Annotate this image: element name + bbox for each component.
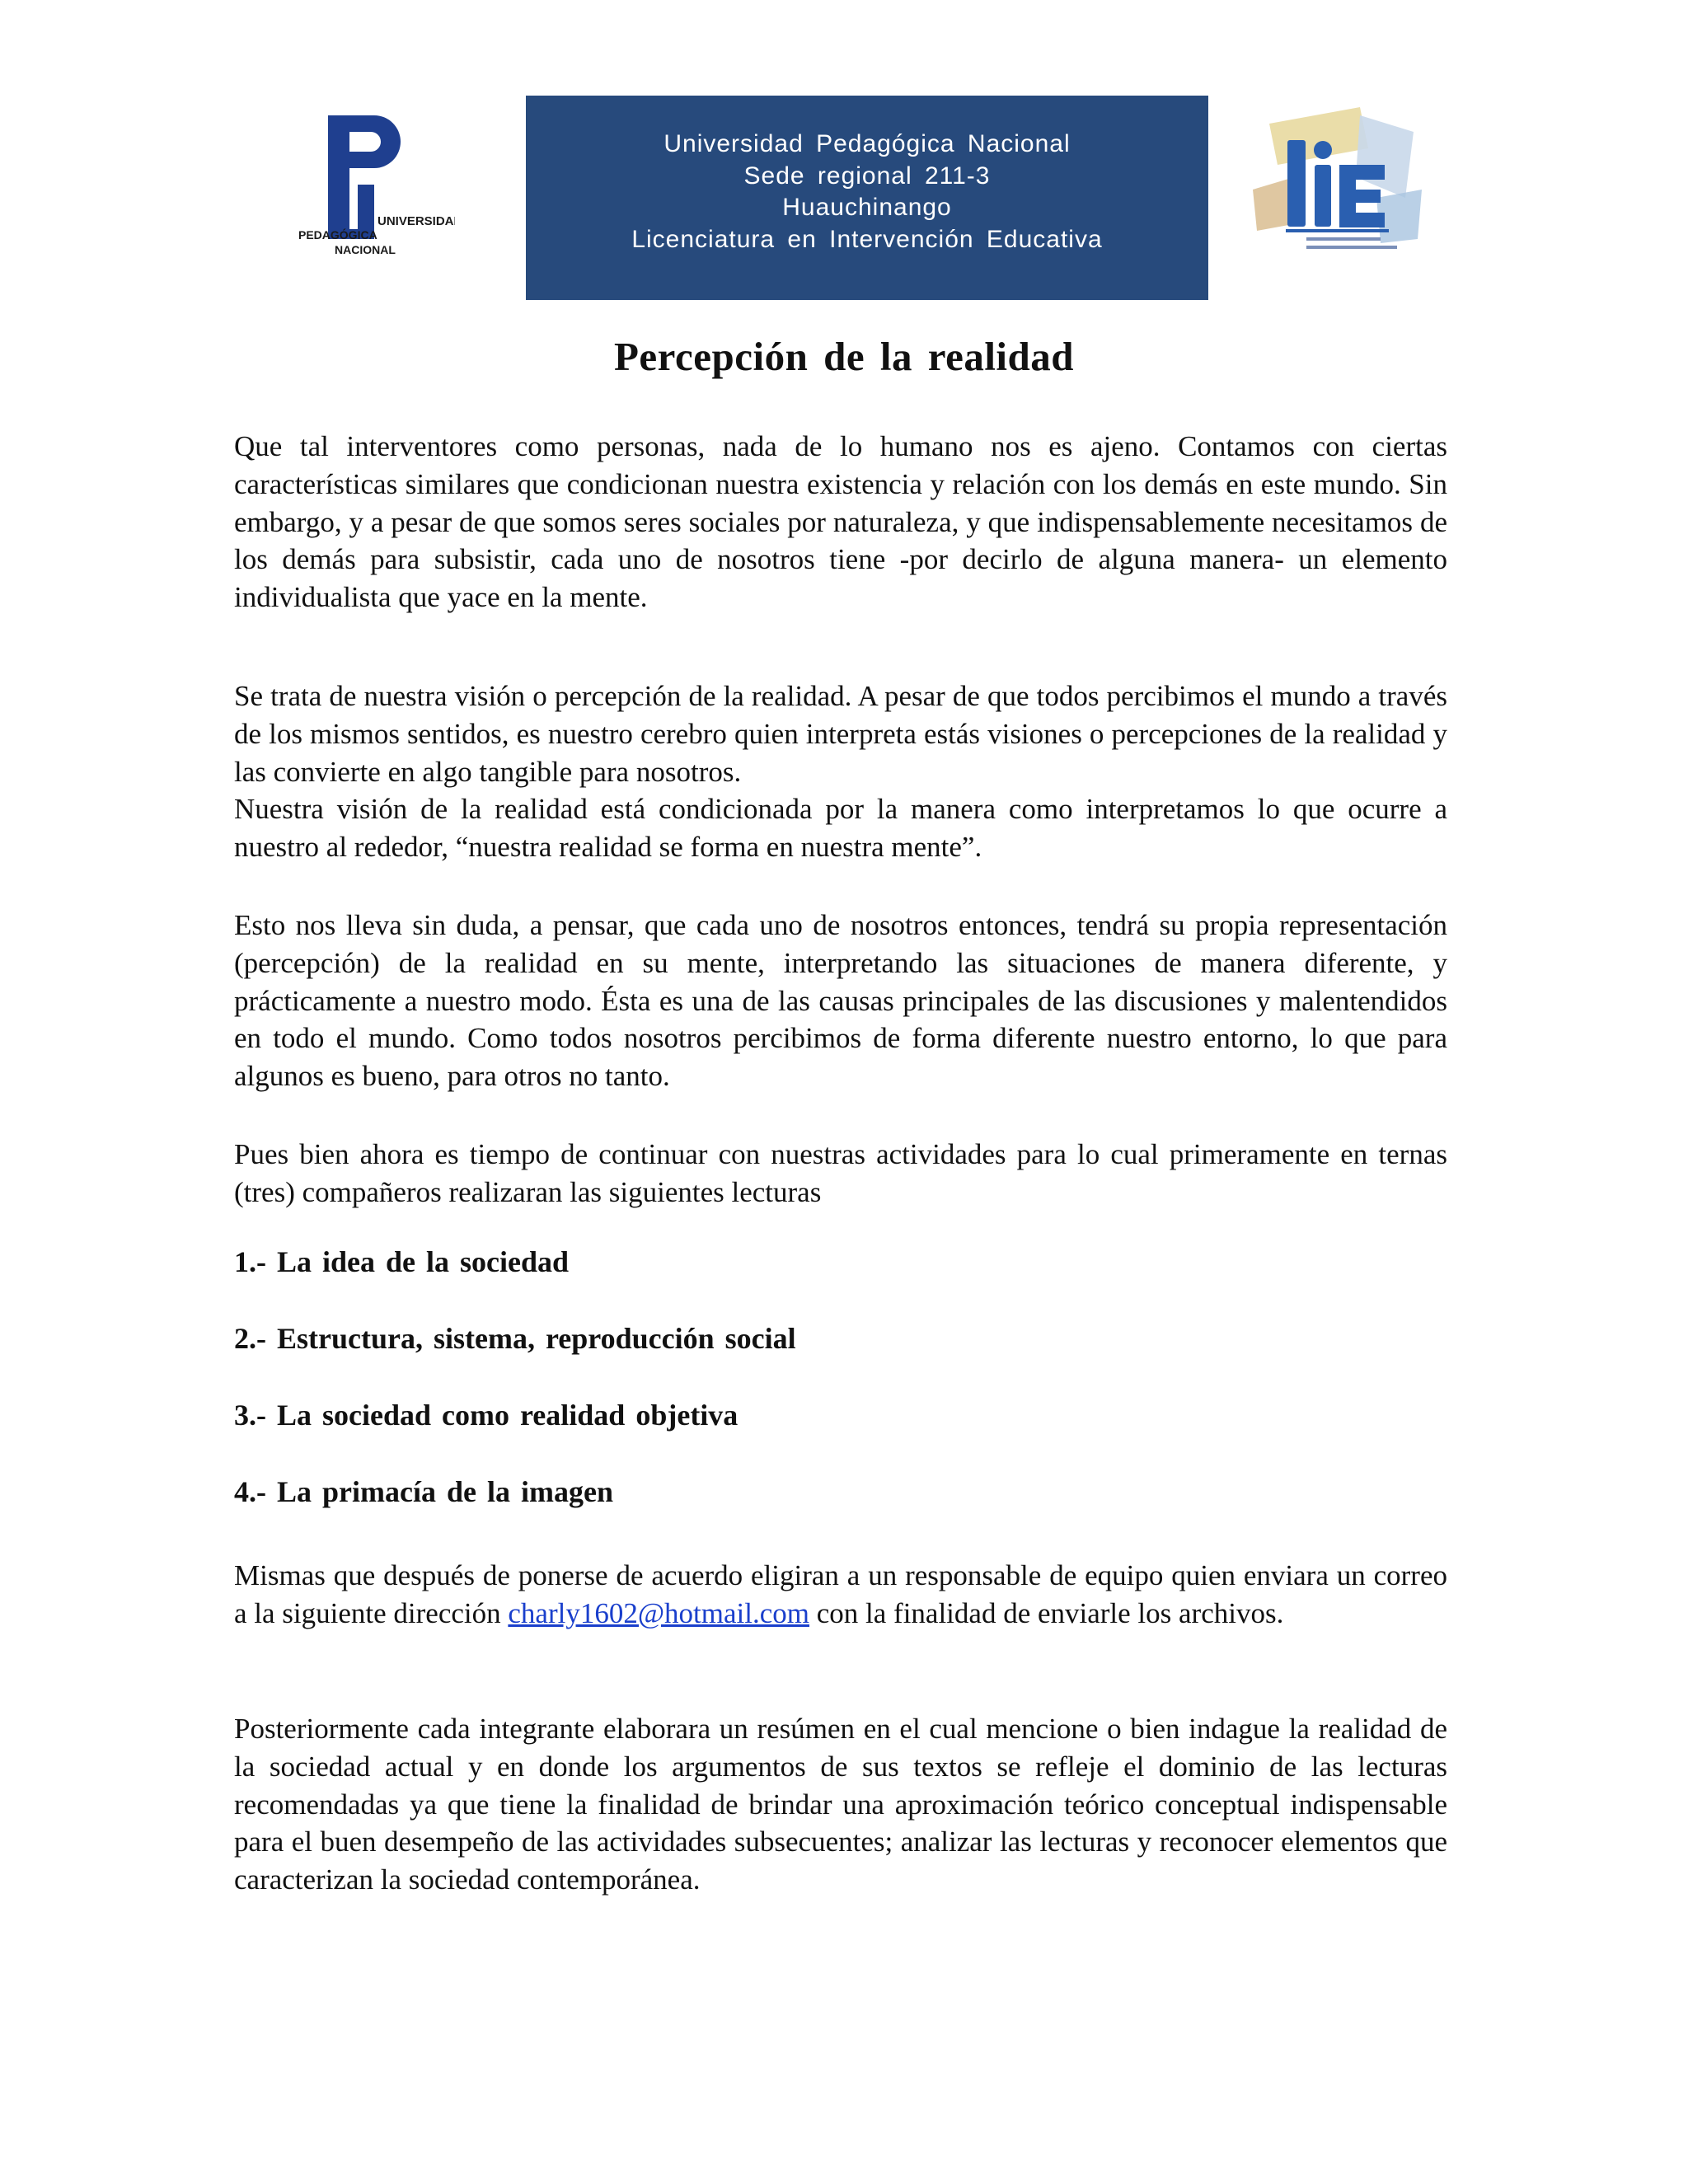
paragraph-activities-text: Pues bien ahora es tiempo de continuar con nuestras actividades para lo cual primeramente en ternas (tres) compañeros realizaran las siguientes lecturas [234,1138,1447,1208]
banner-university: Universidad Pedagógica Nacional [663,130,1071,157]
lie-logo [1236,99,1434,280]
upn-logo-line-3: NACIONAL [335,243,396,256]
paragraph-perception-text: Se trata de nuestra visión o percepción de la realidad. A pesar de que todos percibimos el mundo a través de los mismos sentidos, es nuestro cerebro quien interpreta estás visiones o percepciones de la realidad y las convierte en algo tangible para nosotros. [234,680,1447,788]
paragraph-email-before: Mismas que después de ponerse de acuerdo eligiran a un responsable de equipo quien enviara un correo a la siguiente dirección [234,1559,1447,1629]
upn-logo [298,105,455,270]
email-link[interactable]: charly1602@hotmail.com [508,1596,809,1629]
paragraph-email-after: con la finalidad de enviarle los archivos. [809,1596,1284,1629]
paragraph-intro-text: Que tal interventores como personas, nada de lo humano nos es ajeno. Contamos con ciertas características similares que condicionan nuestra existencia y relación con los demás en este mundo. Sin embargo, y a pesar de que somos seres sociales por naturaleza, y que indispensablemente necesitamos de los demás para subsistir, cada uno de nosotros tiene -por decirlo de alguna manera- un elemento individualista que yace en la mente. [234,430,1447,614]
paragraph-intro [234,428,1447,616]
institution-banner [526,96,1208,300]
paragraph-email [234,1557,1447,1633]
upn-logo-line-2: PEDAGÓGICA [298,228,377,241]
paragraph-summary [234,1710,1447,1899]
paragraph-perception [234,677,1447,866]
paragraph-summary-text: Posteriormente cada integrante elaborara un resúmen en el cual mencione o bien indague la realidad de la sociedad actual y en donde los argumentos de sus textos se refleje el dominio de las lecturas recomendadas ya que tiene la finalidad de brindar una aproximación teórico conceptual indispensable para el buen desempeño de las actividades subsecuentes; analizar las lecturas y reconocer elementos que caracterizan la sociedad contemporánea. [234,1713,1447,1896]
banner-campus: Sede regional 211-3 [743,162,991,190]
upn-logo-line-1: UNIVERSIDAD [377,214,455,228]
banner-program: Licenciatura en Intervención Educativa [631,225,1103,253]
paragraph-activities [234,1136,1447,1212]
paragraph-email-text [234,1557,1447,1633]
reading-item-4: 4.- La primacía de la imagen [234,1475,613,1508]
reading-item-3: 3.- La sociedad como realidad objetiva [234,1399,738,1432]
reading-item-2: 2.- Estructura, sistema, reproducción social [234,1322,796,1355]
paragraph-perception-continuation: Nuestra visión de la realidad está condicionada por la manera como interpretamos lo que ocurre a nuestro al rededor, “nuestra realidad se forma en nuestra mente”. [234,793,1447,864]
reading-item-1: 1.- La idea de la sociedad [234,1245,570,1278]
paragraph-representation-text: Esto nos lleva sin duda, a pensar, que cada uno de nosotros entonces, tendrá su propia representación (percepción) de la realidad en su mente, interpretando las situaciones de manera diferente, y prácticamente a nuestro modo. Ésta es una de las causas principales de las discusiones y malentendidos en todo el mundo. Como todos nosotros percibimos de forma diferente nuestro entorno, lo que para algunos es bueno, para otros no tanto. [234,909,1447,1093]
paragraph-representation [234,907,1447,1095]
banner-city: Huauchinango [782,194,952,221]
page-title: Percepción de la realidad [613,334,1075,379]
